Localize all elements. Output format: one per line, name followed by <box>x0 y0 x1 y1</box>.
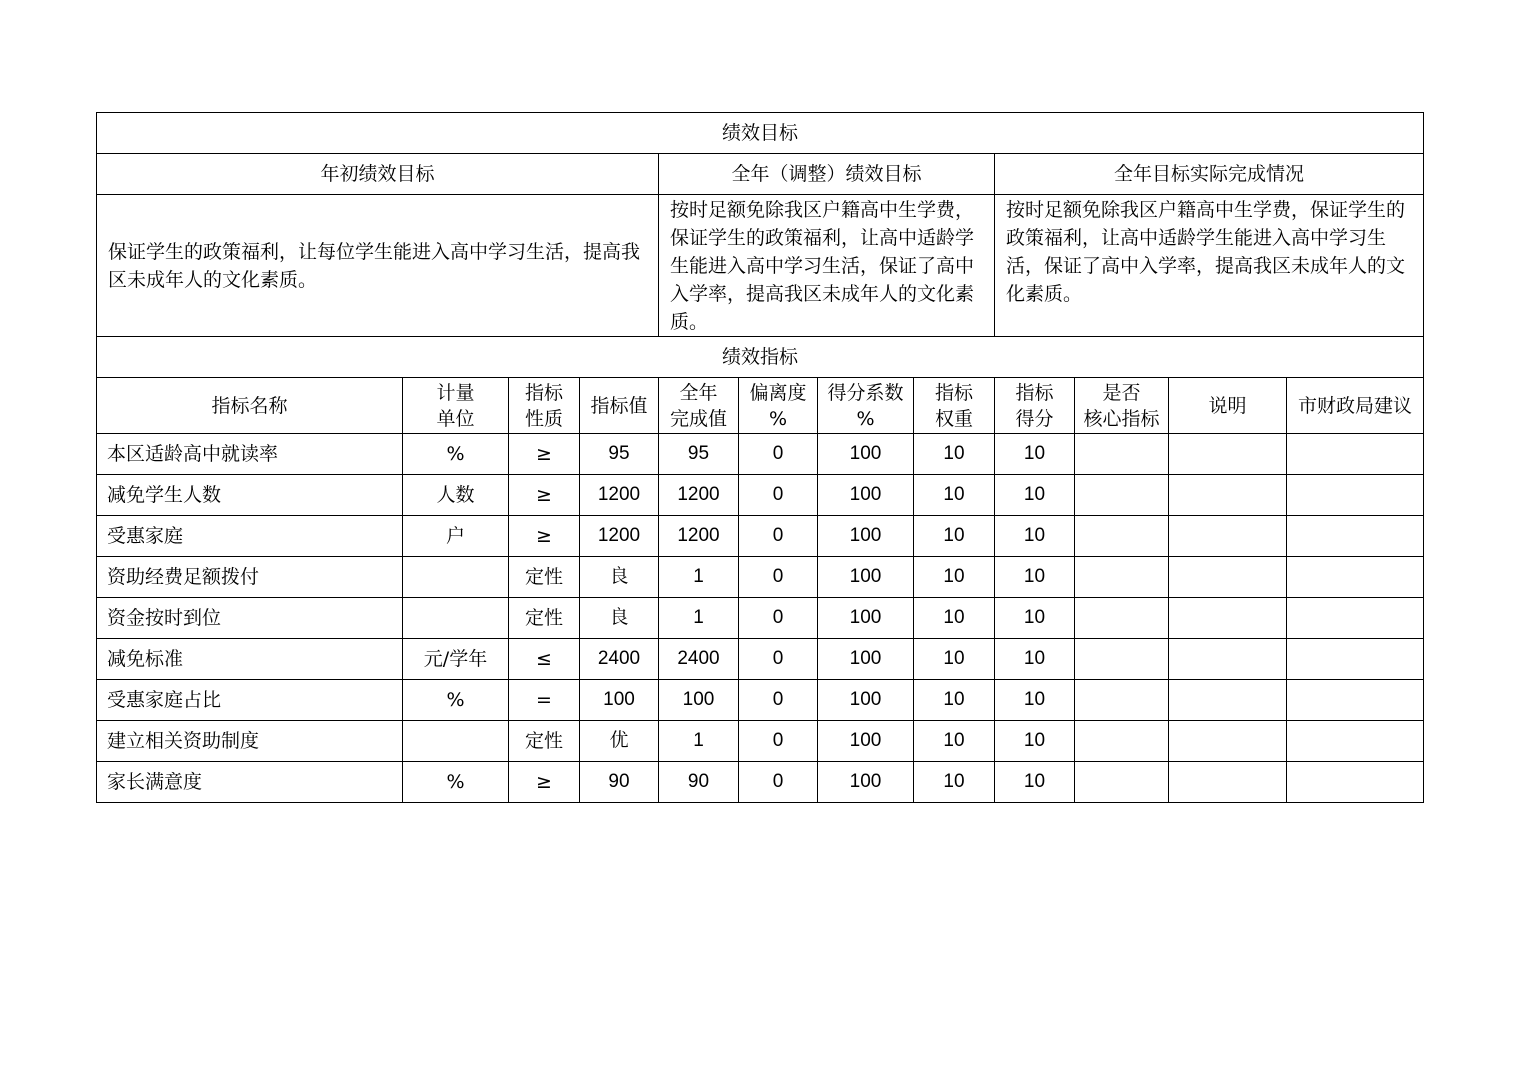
cell-score: 10 <box>995 475 1075 516</box>
cell-actual-value: 100 <box>659 680 739 721</box>
cell-actual-value: 1 <box>659 721 739 762</box>
cell-score: 10 <box>995 516 1075 557</box>
cell-score: 10 <box>995 762 1075 803</box>
cell-remark <box>1169 721 1287 762</box>
cell-is-core <box>1075 516 1169 557</box>
table-row <box>97 762 1424 803</box>
cell-nature: ≥ <box>509 762 580 803</box>
column-header-score <box>995 378 1075 434</box>
cell-is-core <box>1075 598 1169 639</box>
column-header-line: 核心指标 <box>1083 407 1160 430</box>
cell-indicator-name: 本区适龄高中就读率 <box>97 434 403 475</box>
column-header-line: 性质 <box>524 407 563 430</box>
cell-weight: 10 <box>914 516 995 557</box>
cell-unit: 元/学年 <box>403 639 509 680</box>
column-header-line: 指标 <box>1015 381 1054 404</box>
cell-target-value: 100 <box>580 680 659 721</box>
cell-remark <box>1169 434 1287 475</box>
cell-nature: 定性 <box>509 721 580 762</box>
cell-deviation: 0 <box>739 680 818 721</box>
table-row <box>97 434 1424 475</box>
column-header-line: % <box>768 407 788 430</box>
column-header-weight <box>914 378 995 434</box>
cell-score: 10 <box>995 680 1075 721</box>
cell-is-core <box>1075 434 1169 475</box>
column-header-unit <box>403 378 509 434</box>
cell-score-coefficient: 100 <box>818 557 914 598</box>
table-row <box>97 639 1424 680</box>
cell-deviation: 0 <box>739 762 818 803</box>
table-row <box>97 721 1424 762</box>
cell-remark <box>1169 598 1287 639</box>
cell-remark <box>1169 475 1287 516</box>
cell-is-core <box>1075 475 1169 516</box>
indicator-rows <box>97 434 1424 803</box>
cell-score: 10 <box>995 434 1075 475</box>
cell-deviation: 0 <box>739 639 818 680</box>
cell-is-core <box>1075 762 1169 803</box>
cell-score: 10 <box>995 598 1075 639</box>
column-header-actual-value <box>659 378 739 434</box>
indicators-section-title: 绩效指标 <box>97 337 1424 378</box>
cell-actual-value: 1200 <box>659 475 739 516</box>
table-row <box>97 680 1424 721</box>
actual-goal-header: 全年目标实际完成情况 <box>995 154 1424 195</box>
cell-deviation: 0 <box>739 557 818 598</box>
cell-finance-suggestion <box>1287 598 1424 639</box>
cell-weight: 10 <box>914 598 995 639</box>
cell-weight: 10 <box>914 475 995 516</box>
cell-nature: ≤ <box>509 639 580 680</box>
cell-score: 10 <box>995 639 1075 680</box>
cell-is-core <box>1075 721 1169 762</box>
column-header-line: 指标值 <box>590 394 648 417</box>
column-header-line: 得分 <box>1015 407 1054 430</box>
cell-remark <box>1169 762 1287 803</box>
column-header-score-coefficient <box>818 378 914 434</box>
performance-table <box>96 112 1424 803</box>
adjusted-goal-text: 按时足额免除我区户籍高中生学费，保证学生的政策福利，让高中适龄学生能进入高中学习生活，保证了高中入学率，提高我区未成年人的文化素质。 <box>659 195 995 337</box>
cell-target-value: 2400 <box>580 639 659 680</box>
cell-is-core <box>1075 557 1169 598</box>
column-header-indicator-name <box>97 378 403 434</box>
cell-actual-value: 1 <box>659 598 739 639</box>
cell-unit <box>403 721 509 762</box>
table-row <box>97 598 1424 639</box>
cell-target-value: 优 <box>580 721 659 762</box>
cell-finance-suggestion <box>1287 680 1424 721</box>
cell-score-coefficient: 100 <box>818 434 914 475</box>
column-header-is-core <box>1075 378 1169 434</box>
cell-remark <box>1169 516 1287 557</box>
initial-goal-text: 保证学生的政策福利，让每位学生能进入高中学习生活，提高我区未成年人的文化素质。 <box>97 195 659 337</box>
cell-actual-value: 2400 <box>659 639 739 680</box>
cell-nature: ≥ <box>509 475 580 516</box>
cell-nature: 定性 <box>509 557 580 598</box>
cell-actual-value: 95 <box>659 434 739 475</box>
cell-deviation: 0 <box>739 721 818 762</box>
column-header-line: 说明 <box>1208 394 1247 417</box>
column-header-line: 偏离度 <box>749 381 807 404</box>
cell-finance-suggestion <box>1287 721 1424 762</box>
cell-unit: % <box>403 434 509 475</box>
initial-goal-header: 年初绩效目标 <box>97 154 659 195</box>
table-row <box>97 516 1424 557</box>
column-header-line: 指标 <box>524 381 563 404</box>
cell-finance-suggestion <box>1287 762 1424 803</box>
cell-unit <box>403 557 509 598</box>
cell-indicator-name: 受惠家庭 <box>97 516 403 557</box>
column-header-line: 单位 <box>436 407 475 430</box>
table-row <box>97 475 1424 516</box>
cell-actual-value: 1 <box>659 557 739 598</box>
cell-score-coefficient: 100 <box>818 475 914 516</box>
cell-indicator-name: 建立相关资助制度 <box>97 721 403 762</box>
column-header-line: 指标名称 <box>211 394 288 417</box>
cell-actual-value: 90 <box>659 762 739 803</box>
column-header-line: 计量 <box>436 381 475 404</box>
cell-finance-suggestion <box>1287 639 1424 680</box>
cell-indicator-name: 减免学生人数 <box>97 475 403 516</box>
cell-nature: ≥ <box>509 516 580 557</box>
cell-score: 10 <box>995 557 1075 598</box>
cell-nature: = <box>509 680 580 721</box>
column-header-line: 全年 <box>679 381 718 404</box>
cell-is-core <box>1075 680 1169 721</box>
indicator-header-row <box>97 378 1424 434</box>
cell-deviation: 0 <box>739 475 818 516</box>
column-header-finance-suggestion <box>1287 378 1424 434</box>
cell-unit <box>403 598 509 639</box>
cell-indicator-name: 资金按时到位 <box>97 598 403 639</box>
column-header-line: 完成值 <box>669 407 727 430</box>
cell-actual-value: 1200 <box>659 516 739 557</box>
cell-weight: 10 <box>914 762 995 803</box>
cell-target-value: 1200 <box>580 475 659 516</box>
table-row <box>97 557 1424 598</box>
cell-target-value: 1200 <box>580 516 659 557</box>
column-header-nature <box>509 378 580 434</box>
cell-weight: 10 <box>914 639 995 680</box>
cell-unit: % <box>403 680 509 721</box>
cell-finance-suggestion <box>1287 475 1424 516</box>
column-header-deviation <box>739 378 818 434</box>
cell-finance-suggestion <box>1287 557 1424 598</box>
cell-score-coefficient: 100 <box>818 639 914 680</box>
cell-remark <box>1169 680 1287 721</box>
cell-unit: 户 <box>403 516 509 557</box>
column-header-line: 市财政局建议 <box>1298 394 1413 417</box>
cell-finance-suggestion <box>1287 434 1424 475</box>
cell-nature: ≥ <box>509 434 580 475</box>
cell-finance-suggestion <box>1287 516 1424 557</box>
cell-target-value: 良 <box>580 598 659 639</box>
column-header-line: 指标 <box>934 381 973 404</box>
cell-remark <box>1169 557 1287 598</box>
column-header-line: 权重 <box>934 407 973 430</box>
cell-indicator-name: 减免标准 <box>97 639 403 680</box>
cell-unit: 人数 <box>403 475 509 516</box>
cell-remark <box>1169 639 1287 680</box>
cell-target-value: 90 <box>580 762 659 803</box>
cell-indicator-name: 资助经费足额拨付 <box>97 557 403 598</box>
cell-weight: 10 <box>914 680 995 721</box>
cell-weight: 10 <box>914 721 995 762</box>
cell-weight: 10 <box>914 434 995 475</box>
cell-weight: 10 <box>914 557 995 598</box>
cell-target-value: 95 <box>580 434 659 475</box>
cell-nature: 定性 <box>509 598 580 639</box>
column-header-target-value <box>580 378 659 434</box>
cell-indicator-name: 受惠家庭占比 <box>97 680 403 721</box>
cell-deviation: 0 <box>739 516 818 557</box>
cell-deviation: 0 <box>739 434 818 475</box>
cell-score-coefficient: 100 <box>818 516 914 557</box>
cell-is-core <box>1075 639 1169 680</box>
cell-deviation: 0 <box>739 598 818 639</box>
column-header-line: 得分系数 <box>827 381 904 404</box>
column-header-remark <box>1169 378 1287 434</box>
column-header-line: % <box>856 407 875 430</box>
cell-score-coefficient: 100 <box>818 762 914 803</box>
cell-target-value: 良 <box>580 557 659 598</box>
cell-unit: % <box>403 762 509 803</box>
cell-score-coefficient: 100 <box>818 721 914 762</box>
adjusted-goal-header: 全年（调整）绩效目标 <box>659 154 995 195</box>
cell-indicator-name: 家长满意度 <box>97 762 403 803</box>
cell-score-coefficient: 100 <box>818 680 914 721</box>
column-header-line: 是否 <box>1102 381 1141 404</box>
cell-score-coefficient: 100 <box>818 598 914 639</box>
goals-section-title: 绩效目标 <box>97 113 1424 154</box>
actual-goal-text: 按时足额免除我区户籍高中生学费，保证学生的政策福利，让高中适龄学生能进入高中学习生活，保证了高中入学率，提高我区未成年人的文化素质。 <box>995 195 1424 337</box>
cell-score: 10 <box>995 721 1075 762</box>
